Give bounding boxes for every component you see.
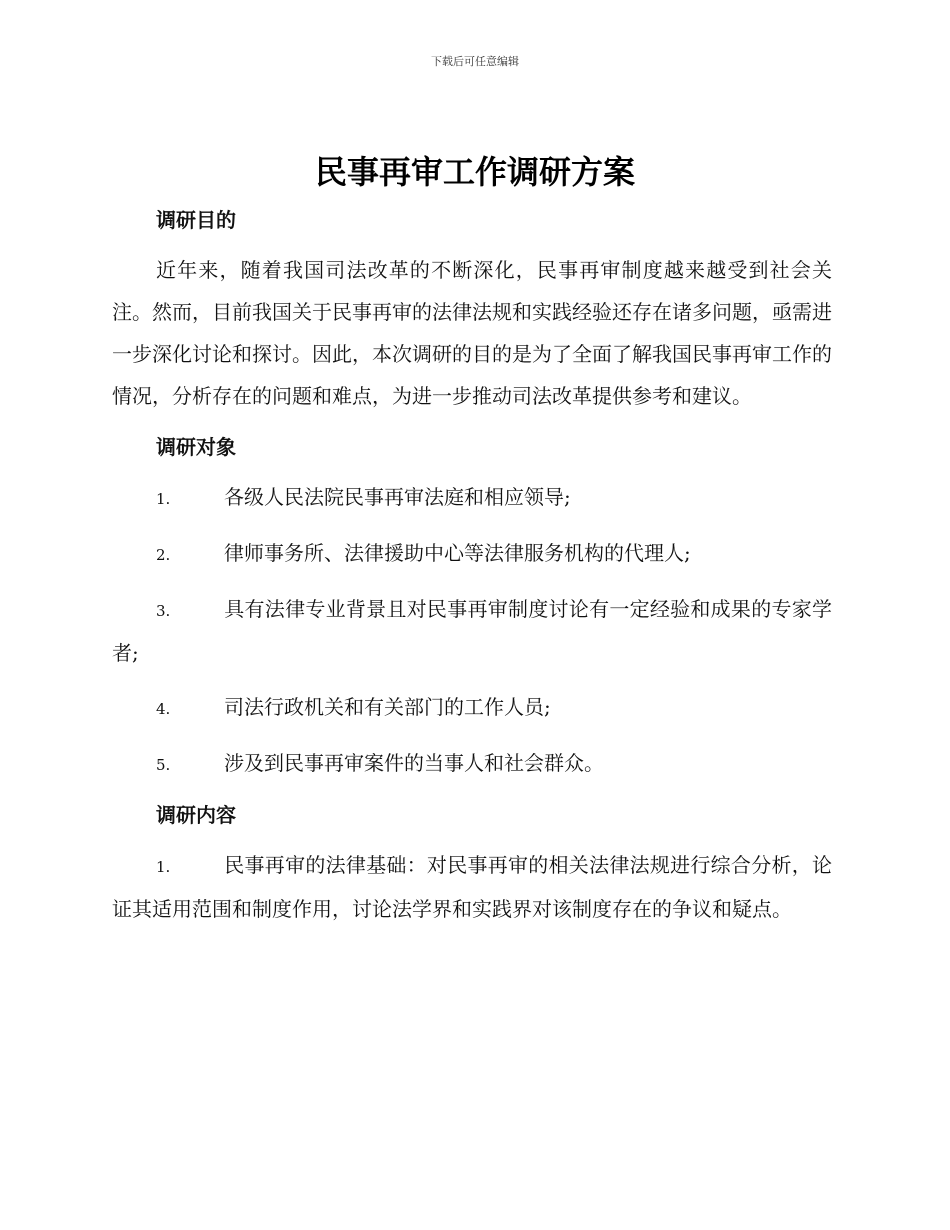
list-text: 各级人民法院民事再审法庭和相应领导;	[224, 485, 571, 509]
list-text: 具有法律专业背景且对民事再审制度讨论有一定经验和成果的专家学者;	[112, 597, 832, 665]
list-text: 律师事务所、法律援助中心等法律服务机构的代理人;	[224, 541, 691, 565]
list-item	[112, 686, 832, 730]
section-heading-targets: 调研对象	[156, 435, 236, 459]
list-item	[112, 844, 832, 930]
list-item	[112, 532, 832, 576]
list-number: 4.	[156, 700, 171, 718]
section-heading-purpose: 调研目的	[156, 208, 236, 232]
list-item	[112, 588, 832, 674]
header-note: 下载后可任意编辑	[431, 55, 519, 68]
section-heading-content: 调研内容	[156, 803, 236, 827]
list-number: 2.	[156, 546, 171, 564]
list-number: 5.	[156, 756, 171, 774]
list-item	[112, 742, 832, 786]
list-text: 司法行政机关和有关部门的工作人员;	[224, 695, 551, 719]
list-text: 涉及到民事再审案件的当事人和社会群众。	[224, 751, 604, 775]
list-number: 1.	[156, 858, 171, 876]
list-text: 民事再审的法律基础：对民事再审的相关法律法规进行综合分析，论证其适用范围和制度作用，讨论法学界和实践界对该制度存在的争议和疑点。	[112, 853, 832, 921]
list-number: 1.	[156, 490, 171, 508]
list-item	[112, 476, 832, 520]
document-title: 民事再审工作调研方案	[314, 153, 635, 191]
purpose-paragraph: 近年来，随着我国司法改革的不断深化，民事再审制度越来越受到社会关注。然而，目前我国关于民事再审的法律法规和实践经验还存在诸多问题，亟需进一步深化讨论和探讨。因此，本次调研的目的是为了全面了解我国民事再审工作的情况，分析存在的问题和难点，为进一步推动司法改革提供参考和建议。	[112, 258, 832, 408]
list-number: 3.	[156, 602, 171, 620]
document-body	[112, 203, 832, 930]
